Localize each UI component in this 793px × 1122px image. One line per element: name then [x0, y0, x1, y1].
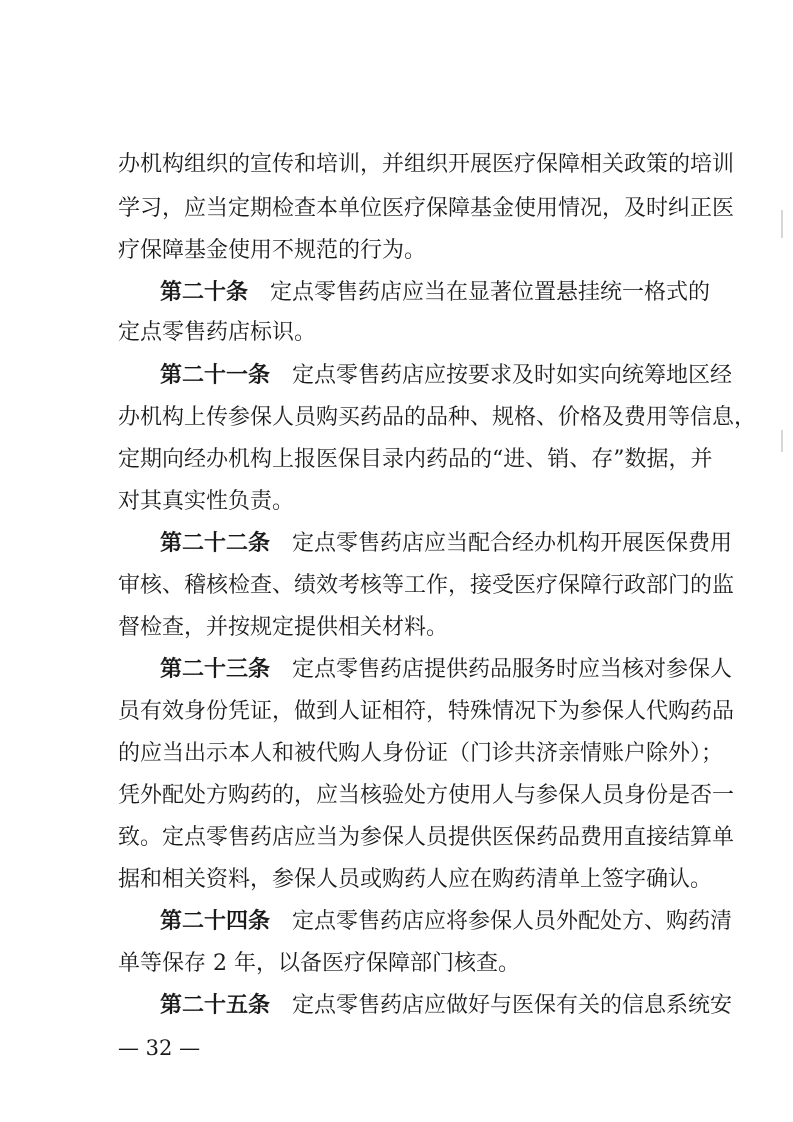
text-line [118, 232, 698, 270]
article-number: 第二十条 [160, 280, 249, 305]
text-line [118, 861, 713, 899]
text-line [118, 314, 698, 352]
line-text: 定期向经办机构上报医保目录内药品的“进、销、存”数据，并 [118, 447, 713, 472]
line-text: 定点零售药店应将参保人员外配处方、购药清 [292, 909, 733, 934]
article-number: 第二十四条 [160, 909, 271, 934]
article-first-line [160, 357, 733, 395]
text-line [118, 399, 757, 437]
line-text: 办机构上传参保人员购买药品的品种、规格、价格及费用等信息， [118, 405, 757, 430]
line-text: 督检查，并按规定提供相关材料。 [118, 615, 449, 640]
line-text: 的应当出示本人和被代购人身份证（门诊共济亲情账户除外）； [118, 741, 724, 766]
text-line [118, 190, 735, 228]
article-number: 第二十三条 [160, 657, 271, 682]
line-text: 单等保存 2 年，以备医疗保障部门核查。 [118, 951, 520, 976]
text-line [118, 777, 735, 815]
line-text: 定点零售药店应当在显著位置悬挂统一格式的 [270, 280, 711, 305]
scan-edge-mark [781, 210, 783, 238]
text-line [118, 146, 735, 184]
article-first-line [160, 903, 733, 941]
line-text: 凭外配处方购药的，应当核验处方使用人与参保人员身份是否一 [118, 783, 735, 808]
line-text: 员有效身份凭证，做到人证相符，特殊情况下为参保人代购药品 [118, 699, 735, 724]
article-number: 第二十五条 [160, 993, 271, 1018]
article-number: 第二十二条 [160, 531, 271, 556]
line-text: 对其真实性负责。 [118, 489, 295, 514]
article-first-line [160, 525, 733, 563]
article-number: 第二十一条 [160, 363, 271, 388]
article-first-line [160, 987, 733, 1025]
line-text: 办机构组织的宣传和培训，并组织开展医疗保障相关政策的培训 [118, 152, 735, 177]
line-text: 定点零售药店应做好与医保有关的信息系统安 [292, 993, 733, 1018]
article-first-line [160, 274, 711, 312]
line-text: 定点零售药店应按要求及时如实向统筹地区经 [292, 363, 733, 388]
line-text: 致。定点零售药店应当为参保人员提供医保药品费用直接结算单 [118, 825, 735, 850]
article-first-line [160, 651, 733, 689]
scan-edge-mark [781, 430, 783, 452]
line-text: 学习，应当定期检查本单位医疗保障基金使用情况，及时纠正医 [118, 196, 735, 221]
line-text: 审核、稽核检查、绩效考核等工作，接受医疗保障行政部门的监 [118, 573, 735, 598]
line-text: 定点零售药店标识。 [118, 320, 317, 345]
text-line [118, 567, 735, 605]
text-line [118, 945, 698, 983]
text-line [118, 735, 724, 773]
page-number: — 32 — [118, 1036, 201, 1060]
line-text: 疗保障基金使用不规范的行为。 [118, 238, 427, 263]
text-line [118, 819, 735, 857]
text-line [118, 441, 713, 479]
line-text: 定点零售药店应当配合经办机构开展医保费用 [292, 531, 733, 556]
text-line [118, 693, 735, 731]
text-line [118, 483, 698, 521]
text-line [118, 609, 698, 647]
line-text: 据和相关资料，参保人员或购药人应在购药清单上签字确认。 [118, 867, 713, 892]
line-text: 定点零售药店提供药品服务时应当核对参保人 [292, 657, 733, 682]
